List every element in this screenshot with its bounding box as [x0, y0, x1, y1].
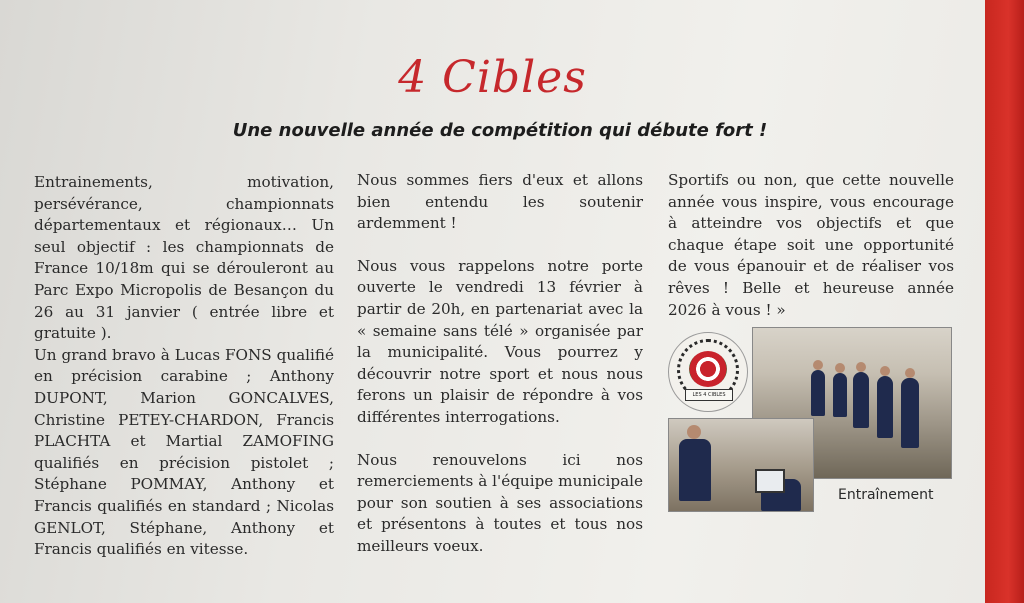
shooter-figure	[853, 372, 869, 428]
paragraph: Un grand bravo à Lucas FONS qualifié en précision carabine ; Anthony DUPONT, Marion GONCALVES, Christine PETEY-CHARDON, Francis PLACHTA et Martial ZAMOFING qualifiés en précision pistolet ; Stéphane POMMAY, Anthony et Francis qualifiés en standard ; Nicolas GENLOT, Stéphane, Anthony et Francis qualifiés en vitesse.	[34, 345, 334, 559]
article-subtitle: Une nouvelle année de compétition qui débute fort !	[232, 120, 768, 141]
paragraph: Nous sommes fiers d'eux et allons bien entendu les soutenir ardemment !	[357, 171, 643, 233]
club-logo	[668, 332, 748, 412]
page-edge-band	[985, 0, 1024, 603]
paragraph: Entrainements, motivation, persévérance, championnats départementaux et régionaux… Un seul objectif : les championnats de France 10/18m qui se dérouleront au Parc Expo Micropolis de Besançon du 26 au 31 janvier ( entrée libre et gratuite ).	[34, 173, 334, 343]
logo-banner: LES 4 CIBLES	[685, 389, 733, 401]
shooter-head	[856, 362, 866, 372]
shooter-head	[835, 363, 845, 373]
shooter-figure	[901, 378, 919, 448]
shooter-figure	[833, 373, 847, 417]
text-column-3	[668, 170, 954, 321]
paragraph: Nous renouvelons ici nos remerciements à l'équipe municipale pour son soutien à ses associations et présentons à toutes et tous nos meilleurs voeux.	[357, 450, 643, 555]
shooter-head	[905, 368, 915, 378]
text-column-2	[357, 170, 643, 558]
paragraph: Nous vous rappelons notre porte ouverte le vendredi 13 février à partir de 20h, en partenariat avec la « semaine sans télé » organisée par la municipalité. Vous pourrez y découvrir notre sport et nous nous ferons un plaisir de répondre à vos différentes interrogations.	[357, 256, 643, 426]
shooter-head	[687, 425, 701, 439]
target-emblem-icon	[689, 351, 727, 387]
article-title: 4 Cibles	[398, 52, 587, 103]
text-column-1	[34, 172, 334, 561]
monitor-icon	[755, 469, 785, 493]
paragraph: Sportifs ou non, que cette nouvelle année vous inspire, vous encourage à atteindre vos objectifs et que chaque étape soit une opportunité de vous épanouir et de réaliser vos rêves ! Belle et heureuse année 2026 à vous ! »	[668, 171, 954, 319]
shooter-figure	[811, 370, 825, 416]
shooter-head	[880, 366, 890, 376]
shooter-figure	[679, 439, 711, 501]
photo-caption: Entraînement	[838, 487, 934, 503]
training-photo-shooter	[668, 418, 814, 512]
shooter-figure	[877, 376, 893, 438]
shooter-head	[813, 360, 823, 370]
